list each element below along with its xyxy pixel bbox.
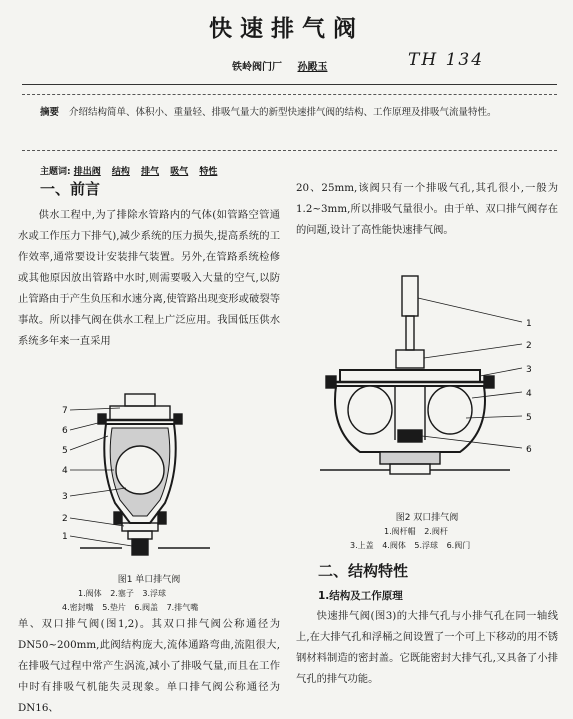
right-top-paragraph: 20、25mm,该阀只有一个排吸气孔,其孔很小,一般为1.2~3mm,所以排吸气量很小。由于单、双口排气阀存在的问题,设计了高性能快速排气阀。	[296, 182, 558, 236]
figure1-legend-item: 4.密封嘴	[62, 603, 94, 612]
author-name: 孙殿玉	[297, 62, 328, 73]
figure2-legend-item: 1.阀杆帽	[384, 527, 416, 536]
figure2-drawing	[310, 270, 550, 490]
abstract-dashed-rule	[22, 150, 557, 151]
figure2-callout: 3	[526, 365, 532, 375]
section-heading: 二、结构特性	[318, 562, 409, 580]
header-dashed-rule	[22, 94, 557, 95]
article-title: 快速排气阀	[209, 16, 364, 42]
figure1-callout: 5	[62, 446, 68, 456]
figure1-callout: 4	[62, 466, 68, 476]
abstract	[40, 104, 550, 122]
affiliation: 铁岭阀门厂	[232, 62, 282, 73]
figure1-legend-item: 1.阀体	[78, 589, 102, 598]
figure2-legend-item: 6.阀门	[446, 541, 471, 550]
figure2-callout: 4	[526, 389, 532, 399]
figure1-legend-item: 2.塞子	[110, 589, 134, 598]
figure1-callout: 7	[62, 406, 68, 416]
figure2-callout: 1	[526, 319, 532, 329]
figure1-legend-row1	[78, 588, 172, 599]
abstract-text: 介绍结构简单、体积小、重量轻、排吸气量大的新型快速排气阀的结构、工作原理及排吸气流量特性。	[69, 107, 497, 118]
figure2-callout: 5	[526, 413, 532, 423]
figure2-legend-item: 2.阀杆	[424, 527, 448, 536]
keyword: 吸气	[170, 167, 189, 177]
keyword: 结构	[111, 167, 130, 177]
keywords	[40, 164, 225, 177]
keyword: 排气	[141, 167, 160, 177]
figure2-legend-row1	[384, 526, 454, 537]
header-rule	[22, 84, 557, 85]
figure1-legend-item: 3.浮球	[142, 589, 167, 598]
figure1-callout: 6	[62, 426, 68, 436]
figure1-drawing	[40, 388, 240, 560]
figure1-caption: 图1 单口排气阀	[117, 575, 181, 585]
figure2-legend-item: 5.浮球	[414, 541, 439, 550]
figure1-callout: 1	[62, 532, 68, 542]
author-line	[232, 58, 339, 73]
section-heading: 一、前言	[40, 180, 101, 198]
figure2-caption: 图2 双口排气阀	[395, 513, 459, 523]
keywords-label: 主题词:	[40, 167, 71, 177]
keyword: 排出阀	[73, 167, 101, 177]
figure2-callout: 2	[526, 341, 532, 351]
abstract-label: 摘要	[40, 107, 60, 118]
figure1-legend-item: 7.排气嘴	[166, 603, 199, 612]
left-bottom-paragraph: 单、双口排气阀(图1,2)。其双口排气阀公称通径为DN50~200mm,此阀结构庞大,流体通路弯曲,流阻很大,在排吸气过程中常产生涡流,减小了排吸气量,而且在工作中时有排吸气机能失灵现象。单口排气阀公称通径为DN16、	[18, 618, 280, 714]
figure2-legend-item: 3.上盖	[350, 541, 374, 550]
keyword: 特性	[199, 167, 218, 177]
section1-paragraph: 供水工程中,为了排除水管路内的气体(如管路空管通水或工作压力下排气),减少系统的压力损失,提高系统的工作效率,通常要设计安装排气装置。另外,在管路系统检修或其他原因放出管路中水时,则需要吸入大量的空气,以防止管路由于产生负压和水速分离,使管路出现变形或破裂等事故。所以排气阀在供水工程上广泛应用。我国低压供水系统多年来一直采用	[18, 209, 280, 347]
subsection-heading: 1.结构及工作原理	[318, 590, 403, 602]
section2-paragraph: 快速排气阀(图3)的大排气孔与小排气孔在同一轴线上,在大排气孔和浮桶之间设置了一个可上下移动的用不锈钢材料制造的密封盖。它既能密封大排气孔,又具备了小排气孔的排气功能。	[296, 610, 558, 685]
handwritten-classification: TH 134	[408, 50, 485, 70]
figure2-legend-item: 4.阀体	[382, 541, 406, 550]
figure1-legend-item: 5.垫片	[102, 603, 126, 612]
figure1-legend-row2	[62, 602, 204, 613]
figure1-legend-item: 6.阀盖	[134, 603, 159, 612]
figure2-callout: 6	[526, 445, 532, 455]
figure1-callout: 3	[62, 492, 68, 502]
figure1-callout: 2	[62, 514, 68, 524]
figure2-legend-row2	[350, 540, 476, 551]
